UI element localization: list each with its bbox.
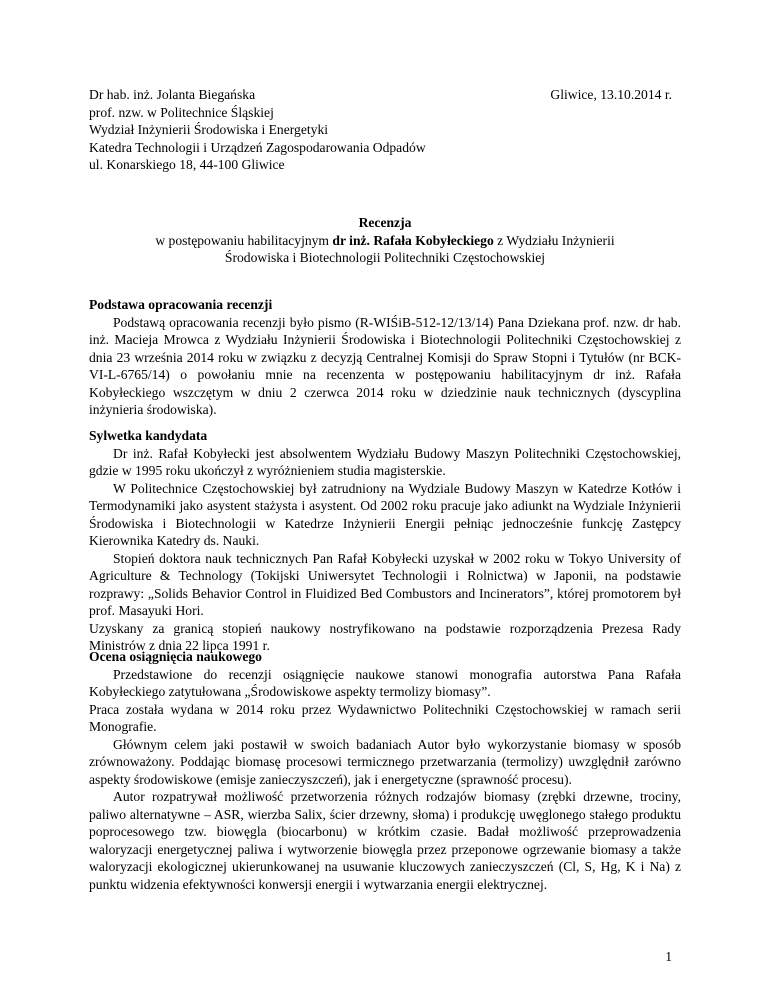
paragraph: Podstawą opracowania recenzji było pismo (R-WIŚiB-512-12/13/14) Pana Dziekana prof. nzw. dr hab. inż. Macieja Mrowca z Wydziału Inżynierii Środowiska i Biotechnologii Politechniki Częstochowskiej z dnia 23 września 2014 roku w związku z decyzją Centralnej Komisji do Spraw Stopni i Tytułów (nr BCK-VI-L-6765/14) o powołaniu mnie na recenzenta w postępowaniu habilitacyjnym dr inż. Rafała Kobyłeckiego wszczętym w dniu 2 czerwca 2014 roku w dziedzinie nauk technicznych (dyscyplina inżynieria środowiska). — [89, 314, 681, 417]
paragraph: Praca została wydana w 2014 roku przez Wydawnictwo Politechniki Częstochowskiej w ramach serii Monografie. — [89, 701, 681, 734]
paragraph: Uzyskany za granicą stopień naukowy nostryfikowano na podstawie rozporządzenia Prezesa Rady Ministrów z dnia 22 lipca 1991 r. — [89, 620, 681, 653]
author-faculty: Wydział Inżynierii Środowiska i Energetyki — [89, 122, 329, 137]
paragraph: Przedstawione do recenzji osiągnięcie naukowe stanowi monografia autorstwa Pana Rafała Kobyłeckiego zatytułowana „Środowiskowe aspekty termolizy biomasy”. — [89, 666, 681, 699]
paragraph: Dr inż. Rafał Kobyłecki jest absolwentem Wydziału Budowy Maszyn Politechniki Częstochowskiej, gdzie w 1995 roku ukończył z wyróżnieniem studia magisterskie. — [89, 445, 681, 478]
section-heading: Ocena osiągnięcia naukowego — [89, 649, 262, 664]
author-position: prof. nzw. w Politechnice Śląskiej — [89, 104, 274, 120]
document-date: Gliwice, 13.10.2014 r. — [550, 87, 672, 102]
section-evaluation — [89, 648, 681, 893]
page-number: 1 — [665, 949, 672, 964]
author-address: ul. Konarskiego 18, 44-100 Gliwice — [89, 157, 285, 172]
author-name: Dr hab. inż. Jolanta Biegańska — [89, 87, 256, 102]
section-basis — [89, 296, 681, 419]
candidate-name: dr inż. Rafała Kobyłeckiego — [332, 232, 494, 248]
subtitle-text: w postępowaniu habilitacyjnym — [155, 232, 333, 248]
review-heading: Recenzja — [358, 215, 412, 230]
section-heading: Podstawa opracowania recenzji — [89, 297, 273, 312]
review-title-block — [89, 214, 681, 267]
section-heading: Sylwetka kandydata — [89, 428, 208, 443]
paragraph: Głównym celem jaki postawił w swoich badaniach Autor było wykorzystanie biomasy w sposób zrównoważony. Poddając biomasę procesowi termicznego przetwarzania (termolizy) uwzględnił zarówno aspekty środowiskowe (emisje zanieczyszczeń), jak i energetyczne (sprawność procesu). — [89, 736, 681, 787]
section-profile — [89, 427, 681, 655]
author-block — [89, 86, 426, 174]
subtitle-text: z Wydziału Inżynierii — [493, 232, 615, 248]
paragraph: Autor rozpatrywał możliwość przetworzenia różnych rodzajów biomasy (zrębki drzewne, trociny, paliwo alternatywne – ASR, wierzba Salix, ścier drzewny, słoma) i produkcję uwęglonego stałego produktu poprocesowego tzw. biowęgla (biocarbonu) w krótkim czasie. Badał możliwość przeprowadzenia waloryzacji energetycznej paliwa i wytworzenie biowęgla przez przeponowe ogrzewanie biomasy a także waloryzacji ekologicznej ukierunkowanej na usuwanie kluczowych zanieczyszczeń (Cl, S, Hg, K i Na) z punktu widzenia efektywności konwersji energii i wytwarzania energii elektrycznej. — [89, 789, 681, 892]
author-department: Katedra Technologii i Urządzeń Zagospodarowania Odpadów — [89, 139, 426, 155]
review-subtitle-line-1 — [89, 232, 681, 250]
paragraph: W Politechnice Częstochowskiej był zatrudniony na Wydziale Budowy Maszyn w Katedrze Kotłów i Termodynamiki jako asystent stażysta i asystent. Od 2002 roku pracuje jako adiunkt na Wydziale Inżynierii Środowiska i Biotechnologii w Katedrze Inżynierii Energii pełniąc jednocześnie funkcję Zastępcy Kierownika Katedry ds. Nauki. — [89, 480, 681, 548]
paragraph: Stopień doktora nauk technicznych Pan Rafał Kobyłecki uzyskał w 2002 roku w Tokyo University of Agriculture & Technology (Tokijski Uniwersytet Technologii i Rolnictwa) w Japonii, na podstawie rozprawy: „Solids Behavior Control in Fluidized Bed Combustors and Incinerators”, której promotorem był prof. Masayuki Hori. — [89, 550, 681, 618]
review-subtitle-line-2: Środowiska i Biotechnologii Politechniki Częstochowskiej — [224, 250, 546, 265]
